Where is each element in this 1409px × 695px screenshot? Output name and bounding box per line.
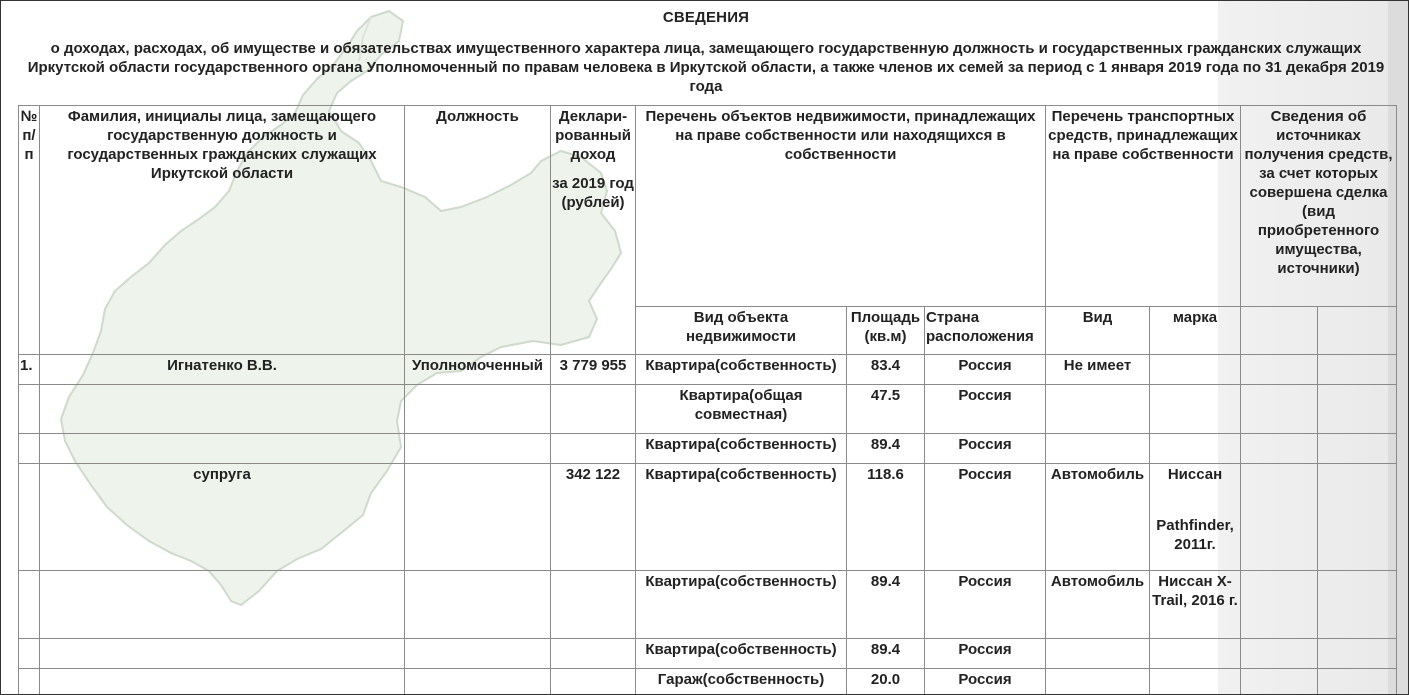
cell-position — [405, 669, 551, 695]
header-realty-type: Вид объекта недвижимости — [636, 307, 847, 355]
cell-income — [551, 571, 636, 639]
cell-source-1 — [1241, 639, 1318, 669]
cell-realty-country: Россия — [925, 385, 1046, 434]
table-row — [19, 669, 1397, 695]
cell-name — [40, 669, 405, 695]
cell-name — [40, 571, 405, 639]
cell-vehicle-brand — [1150, 434, 1241, 464]
header-realty: Перечень объектов недвижимости, принадлежащих на праве собственности или находящихся в собственности — [636, 106, 1046, 307]
cell-vehicle-brand — [1150, 464, 1241, 571]
cell-income — [551, 669, 636, 695]
document-title: СВЕДЕНИЯ — [662, 9, 750, 26]
cell-num — [19, 639, 40, 669]
cell-name: Игнатенко В.В. — [40, 355, 405, 385]
cell-vehicle-brand — [1150, 385, 1241, 434]
header-num: № п/п — [19, 106, 40, 355]
cell-source-2 — [1318, 385, 1397, 434]
cell-income: 342 122 — [551, 464, 636, 571]
cell-source-2 — [1318, 464, 1397, 571]
cell-realty-area: 89.4 — [847, 434, 925, 464]
cell-realty-country: Россия — [925, 639, 1046, 669]
header-name: Фамилия, инициалы лица, замещающего государственную должность и государственных гражданских служащих Иркутской области — [40, 106, 405, 355]
header-sources-sub-1 — [1241, 307, 1318, 355]
cell-vehicle-type — [1046, 669, 1150, 695]
cell-source-2 — [1318, 639, 1397, 669]
table-row — [19, 571, 1397, 639]
table-row — [19, 385, 1397, 434]
cell-position — [405, 639, 551, 669]
vehicle-brand-make: Ниссан — [1167, 466, 1223, 483]
cell-position — [405, 385, 551, 434]
cell-realty-country: Россия — [925, 434, 1046, 464]
cell-vehicle-brand — [1150, 355, 1241, 385]
cell-position — [405, 434, 551, 464]
header-sources: Сведения об источниках получения средств, за счет которых совершена сделка (вид приобретенного имущества, источники) — [1241, 106, 1397, 307]
cell-num — [19, 464, 40, 571]
table-row — [19, 434, 1397, 464]
cell-source-2 — [1318, 669, 1397, 695]
cell-realty-area: 20.0 — [847, 669, 925, 695]
cell-realty-country: Россия — [925, 669, 1046, 695]
cell-realty-type: Квартира(собственность) — [636, 464, 847, 571]
cell-income: 3 779 955 — [551, 355, 636, 385]
header-realty-country: Страна расположения — [925, 307, 1046, 355]
header-position: Должность — [405, 106, 551, 355]
header-income-period: за 2019 год (рублей) — [552, 175, 634, 211]
cell-source-1 — [1241, 434, 1318, 464]
cell-vehicle-brand: Ниссан X-Trail, 2016 г. — [1150, 571, 1241, 639]
cell-income — [551, 639, 636, 669]
cell-realty-type: Квартира(собственность) — [636, 571, 847, 639]
header-income-label: Деклари-рованный доход — [555, 108, 631, 163]
cell-source-2 — [1318, 571, 1397, 639]
cell-vehicle-type: Автомобиль — [1046, 571, 1150, 639]
header-realty-area: Площадь (кв.м) — [847, 307, 925, 355]
header-vehicle-type: Вид — [1046, 307, 1150, 355]
cell-income — [551, 434, 636, 464]
cell-realty-area: 89.4 — [847, 571, 925, 639]
table-row — [19, 355, 1397, 385]
document-subtitle: о доходах, расходах, об имуществе и обязательствах имущественного характера лица, замещающего государственную должность и государственных гражданских служащих Иркутской области государственного органа Уполномоченный по правам человека в Иркутской области, а также членов их семей за период с 1 января 2019 года по 31 декабря 2019 года — [27, 40, 1385, 95]
cell-vehicle-type: Автомобиль — [1046, 464, 1150, 571]
header-income — [551, 106, 636, 355]
cell-source-1 — [1241, 385, 1318, 434]
cell-num — [19, 669, 40, 695]
cell-realty-area: 83.4 — [847, 355, 925, 385]
cell-realty-type: Квартира(собственность) — [636, 639, 847, 669]
cell-realty-type: Квартира(собственность) — [636, 434, 847, 464]
header-vehicles: Перечень транспортных средств, принадлежащих на праве собственности — [1046, 106, 1241, 307]
cell-vehicle-type: Не имеет — [1046, 355, 1150, 385]
cell-realty-type: Квартира(собственность) — [636, 355, 847, 385]
cell-source-1 — [1241, 571, 1318, 639]
cell-position — [405, 571, 551, 639]
cell-name: супруга — [40, 464, 405, 571]
cell-name — [40, 385, 405, 434]
cell-source-1 — [1241, 669, 1318, 695]
cell-source-1 — [1241, 464, 1318, 571]
cell-realty-country: Россия — [925, 571, 1046, 639]
cell-name — [40, 639, 405, 669]
cell-vehicle-type — [1046, 434, 1150, 464]
cell-income — [551, 385, 636, 434]
vehicle-brand-model: Pathfinder, 2011г. — [1156, 517, 1234, 553]
cell-vehicle-type — [1046, 639, 1150, 669]
cell-realty-country: Россия — [925, 355, 1046, 385]
cell-source-2 — [1318, 434, 1397, 464]
cell-realty-country: Россия — [925, 464, 1046, 571]
cell-realty-type: Гараж(собственность) — [636, 669, 847, 695]
cell-name — [40, 434, 405, 464]
declaration-table — [18, 105, 1397, 695]
cell-source-2 — [1318, 355, 1397, 385]
cell-num: 1. — [19, 355, 40, 385]
cell-realty-area: 118.6 — [847, 464, 925, 571]
header-vehicle-brand: марка — [1150, 307, 1241, 355]
cell-vehicle-brand — [1150, 669, 1241, 695]
cell-position — [405, 464, 551, 571]
table-row — [19, 464, 1397, 571]
cell-num — [19, 385, 40, 434]
header-sources-sub-2 — [1318, 307, 1397, 355]
cell-source-1 — [1241, 355, 1318, 385]
cell-num — [19, 571, 40, 639]
cell-position: Уполномоченный — [405, 355, 551, 385]
table-row — [19, 639, 1397, 669]
cell-realty-area: 47.5 — [847, 385, 925, 434]
cell-realty-type: Квартира(общая совместная) — [636, 385, 847, 434]
cell-realty-area: 89.4 — [847, 639, 925, 669]
cell-vehicle-type — [1046, 385, 1150, 434]
cell-num — [19, 434, 40, 464]
page — [1, 1, 1401, 695]
cell-vehicle-brand — [1150, 639, 1241, 669]
